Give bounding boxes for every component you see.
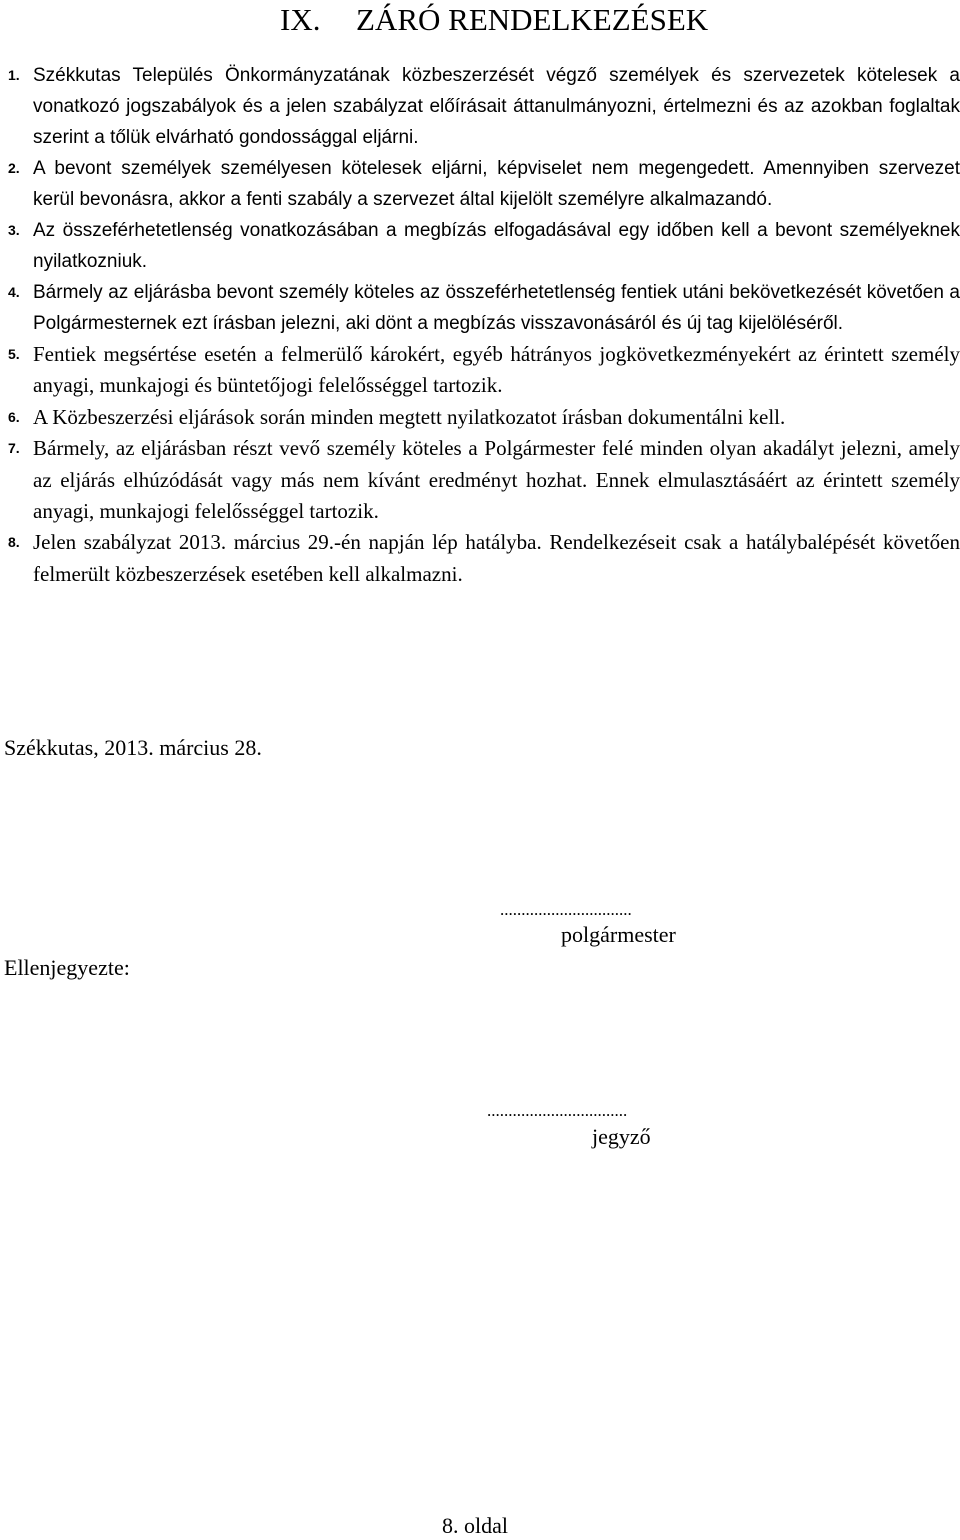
provision-number: 4.: [8, 284, 20, 300]
provision-number: 3.: [8, 222, 20, 238]
provision-text: Székkutas Település Önkormányzatának közbeszerzését végző személyek és szervezetek kötelesek a vonatkozó jogszabályok és a jelen szabályzat előírásait áttanulmányozni, értelmezni és az azokban foglaltak szerint a tőlük elvárható gondossággal eljárni.: [33, 65, 960, 148]
provision-number: 6.: [8, 408, 20, 425]
page-number: 8. oldal: [442, 1513, 508, 1538]
mayor-signature-line: ...............................: [500, 900, 632, 919]
provision-text: Az összeférhetetlenség vonatkozásában a megbízás elfogadásával egy időben kell a bevont személyeknek nyilatkozniuk.: [33, 220, 960, 272]
provision-item-1: [8, 60, 960, 153]
notary-label: jegyző: [592, 1124, 651, 1149]
chapter-title: ZÁRÓ RENDELKEZÉSEK: [356, 2, 709, 37]
provision-text: A Közbeszerzési eljárások során minden megtett nyilatkozatot írásban dokumentálni kell.: [33, 404, 786, 429]
chapter-number: IX.: [280, 2, 321, 37]
provision-text: Bármely, az eljárásban részt vevő személy köteles a Polgármester felé minden olyan akadályt jelezni, amely az eljárás elhúzódását vagy más nem kívánt eredményt hozhat. Ennek elmulasztásáért az érintett személy anyagi, munkajogi felelősséggel tartozik.: [33, 436, 960, 524]
provision-text: Fentiek megsértése esetén a felmerülő károkért, egyéb hátrányos jogkövetkezményekért az érintett személy anyagi, munkajogi és büntetőjogi felelősséggel tartozik.: [33, 342, 960, 398]
provision-number: 8.: [8, 534, 20, 551]
provision-number: 5.: [8, 346, 20, 362]
place-date: Székkutas, 2013. március 28.: [4, 735, 262, 760]
chapter-heading: [280, 2, 708, 38]
provision-item-2: [8, 153, 960, 215]
provision-item-6: [8, 402, 960, 433]
provision-text: Bármely az eljárásba bevont személy köteles az összeférhetetlenség fentiek utáni bekövetkezését követően a Polgármesternek ezt írásban jelezni, aki dönt a megbízás visszavonásáról és új tag kijelöléséről.: [33, 282, 960, 334]
provision-item-5: [8, 339, 960, 402]
mayor-label: polgármester: [561, 922, 676, 947]
provision-item-4: [8, 277, 960, 339]
provision-item-8: [8, 527, 960, 590]
provision-number: 1.: [8, 67, 20, 83]
provision-text: Jelen szabályzat 2013. március 29.-én napján lép hatályba. Rendelkezéseit csak a hatálybalépését követően felmerült közbeszerzések esetében kell alkalmazni.: [33, 530, 960, 586]
provision-number: 2.: [8, 160, 20, 176]
provisions-list: [8, 60, 960, 590]
provision-item-3: [8, 215, 960, 277]
countersign-label: Ellenjegyezte:: [4, 955, 130, 980]
provision-number: 7.: [8, 440, 20, 457]
provision-text: A bevont személyek személyesen kötelesek eljárni, képviselet nem megengedett. Amennyiben szervezet kerül bevonásra, akkor a fenti szabály a szervezet által kijelölt személyre alkalmazandó.: [33, 158, 960, 210]
notary-signature-line: .................................: [487, 1101, 628, 1120]
provision-item-7: [8, 433, 960, 527]
